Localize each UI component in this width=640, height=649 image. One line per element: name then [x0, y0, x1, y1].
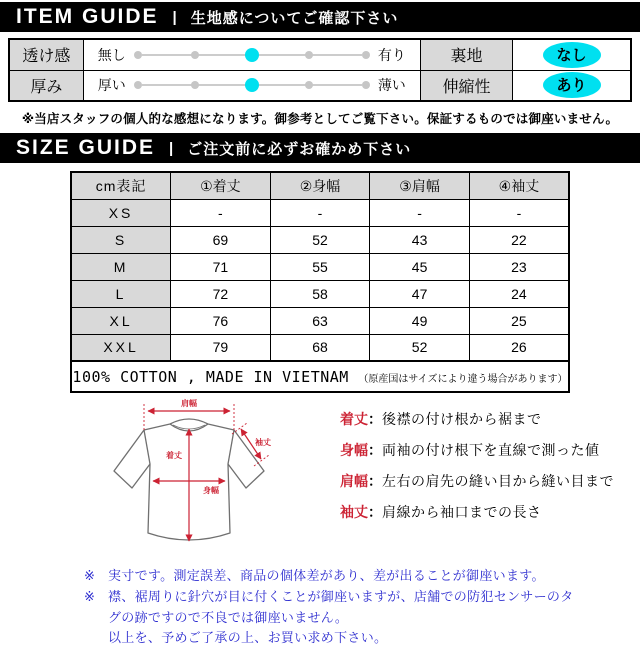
column-header-unit: cm表記	[71, 172, 171, 199]
scale-dot-active	[245, 78, 259, 92]
table-row-s	[71, 226, 569, 253]
definition-desc: 左右の肩先の縫い目から縫い目まで	[382, 473, 614, 489]
definition-sleeve	[340, 502, 614, 522]
scale-dot	[191, 51, 199, 59]
header-separator: |	[172, 8, 177, 26]
fabric-feel-table	[8, 38, 632, 102]
definition-separator: ：	[368, 473, 382, 489]
footnote-marker: ※	[84, 568, 95, 583]
footnote-marker	[84, 628, 108, 649]
stretch-label: 伸縮性	[420, 70, 512, 101]
value-cell: 52	[270, 226, 370, 253]
tshirt-diagram	[108, 397, 326, 558]
value-cell: 69	[171, 226, 271, 253]
value-cell: 71	[171, 253, 271, 280]
size-cell: S	[71, 226, 171, 253]
size-guide-title: SIZE GUIDE	[16, 136, 156, 159]
size-cell: XL	[71, 307, 171, 334]
footnote-measurement	[84, 566, 576, 587]
definition-desc: 両袖の付け根下を直線で測った値	[382, 442, 600, 458]
definition-separator: ：	[368, 442, 382, 458]
definition-term: 着丈	[340, 411, 368, 427]
value-cell: 24	[469, 280, 569, 307]
lining-value-badge: なし	[543, 42, 601, 68]
fabric-row-thickness	[9, 70, 631, 101]
sheerness-scale-cell	[83, 39, 420, 70]
table-row-xs	[71, 199, 569, 226]
thickness-scale-cell	[83, 70, 420, 101]
value-cell: 79	[171, 334, 271, 361]
scale-max-label: 薄い	[377, 77, 406, 94]
value-cell: 63	[270, 307, 370, 334]
scale-max-label: 有り	[377, 46, 406, 63]
size-cell: M	[71, 253, 171, 280]
purchase-footnotes	[84, 566, 576, 649]
value-cell: 76	[171, 307, 271, 334]
definition-desc: 後襟の付け根から裾まで	[382, 411, 542, 427]
material-text: 100% COTTON , MADE IN VIETNAM	[72, 367, 349, 386]
scale-dot	[191, 81, 199, 89]
item-guide-header-bar	[0, 2, 640, 32]
size-chart-header-row	[71, 172, 569, 199]
value-cell: 22	[469, 226, 569, 253]
column-header-sleeve: ④袖丈	[469, 172, 569, 199]
footnote-closing	[84, 628, 576, 649]
definition-shoulder	[340, 471, 614, 491]
scale-dot-active	[245, 48, 259, 62]
column-header-shoulder: ③肩幅	[370, 172, 470, 199]
header-separator: |	[169, 139, 174, 157]
lining-value-cell	[513, 39, 631, 70]
item-guide-title: ITEM GUIDE	[16, 5, 159, 28]
stretch-value-cell	[513, 70, 631, 101]
value-cell: 47	[370, 280, 470, 307]
staff-disclaimer-note: ※当店スタッフの個人的な感想になります。御参考としてご覧下さい。保証するものでは御座いません。	[21, 112, 619, 126]
footnote-text: 襟、裾周りに針穴が目に付くことが御座いますが、店舗での防犯センサーのタグの跡ですので不良では御座いません。	[108, 588, 574, 625]
value-cell: 25	[469, 307, 569, 334]
scale-dot	[305, 81, 313, 89]
scale-min-label: 厚い	[97, 77, 126, 94]
table-row-m	[71, 253, 569, 280]
scale-dot	[362, 51, 370, 59]
value-cell: -	[270, 199, 370, 226]
value-cell: 43	[370, 226, 470, 253]
scale-dot	[305, 51, 313, 59]
definition-separator: ：	[368, 411, 382, 427]
material-row	[71, 361, 569, 392]
material-cell	[71, 361, 569, 392]
value-cell: 23	[469, 253, 569, 280]
sleeve-length-label: 袖丈	[255, 438, 271, 447]
scale-dot	[134, 51, 142, 59]
definition-term: 袖丈	[340, 504, 368, 520]
value-cell: -	[171, 199, 271, 226]
size-guide-header-bar	[0, 133, 640, 163]
lining-label: 裏地	[420, 39, 512, 70]
value-cell: 58	[270, 280, 370, 307]
footnote-needle-holes	[84, 587, 576, 629]
thickness-scale	[84, 75, 420, 95]
definition-term: 肩幅	[340, 473, 368, 489]
size-chart-table	[70, 171, 570, 393]
table-row-l	[71, 280, 569, 307]
item-guide-subtitle: 生地感についてご確認下さい	[190, 9, 399, 27]
footnote-text: 実寸です。測定誤差、商品の個体差があり、差が出ることが御座います。	[108, 568, 545, 583]
sheerness-scale	[84, 45, 420, 65]
value-cell: 52	[370, 334, 470, 361]
definition-desc: 肩線から袖口までの長さ	[382, 504, 542, 520]
scale-dot	[362, 81, 370, 89]
table-row-xxl	[71, 334, 569, 361]
value-cell: 45	[370, 253, 470, 280]
shoulder-width-label: 肩幅	[181, 399, 197, 408]
measurement-definitions	[340, 397, 614, 558]
material-origin-note: （原産国はサイズにより違う場合があります）	[358, 373, 568, 385]
definition-length	[340, 409, 614, 429]
column-header-length: ①着丈	[171, 172, 271, 199]
value-cell: -	[370, 199, 470, 226]
value-cell: 26	[469, 334, 569, 361]
value-cell: 55	[270, 253, 370, 280]
measurement-diagram-section	[0, 397, 640, 558]
value-cell: 68	[270, 334, 370, 361]
stretch-value-badge: あり	[543, 72, 601, 98]
definition-separator: ：	[368, 504, 382, 520]
column-header-chest: ②身幅	[270, 172, 370, 199]
body-length-label: 着丈	[166, 451, 182, 460]
tshirt-diagram-svg	[108, 397, 326, 553]
size-guide-subtitle: ご注文前に必ずお確かめ下さい	[187, 140, 412, 158]
size-cell: XXL	[71, 334, 171, 361]
footnote-marker: ※	[84, 588, 95, 604]
chest-width-label: 身幅	[203, 486, 219, 495]
scale-track	[138, 48, 366, 62]
sheerness-label: 透け感	[9, 39, 83, 70]
table-row-xl	[71, 307, 569, 334]
scale-track	[138, 78, 366, 92]
value-cell: 49	[370, 307, 470, 334]
thickness-label: 厚み	[9, 70, 83, 101]
footnote-text: 以上を、予めご了承の上、お買い求め下さい。	[108, 630, 388, 646]
value-cell: -	[469, 199, 569, 226]
fabric-row-sheerness	[9, 39, 631, 70]
scale-min-label: 無し	[97, 46, 126, 63]
scale-dot	[134, 81, 142, 89]
definition-chest	[340, 440, 614, 460]
size-cell: L	[71, 280, 171, 307]
size-cell: XS	[71, 199, 171, 226]
definition-term: 身幅	[340, 442, 368, 458]
value-cell: 72	[171, 280, 271, 307]
